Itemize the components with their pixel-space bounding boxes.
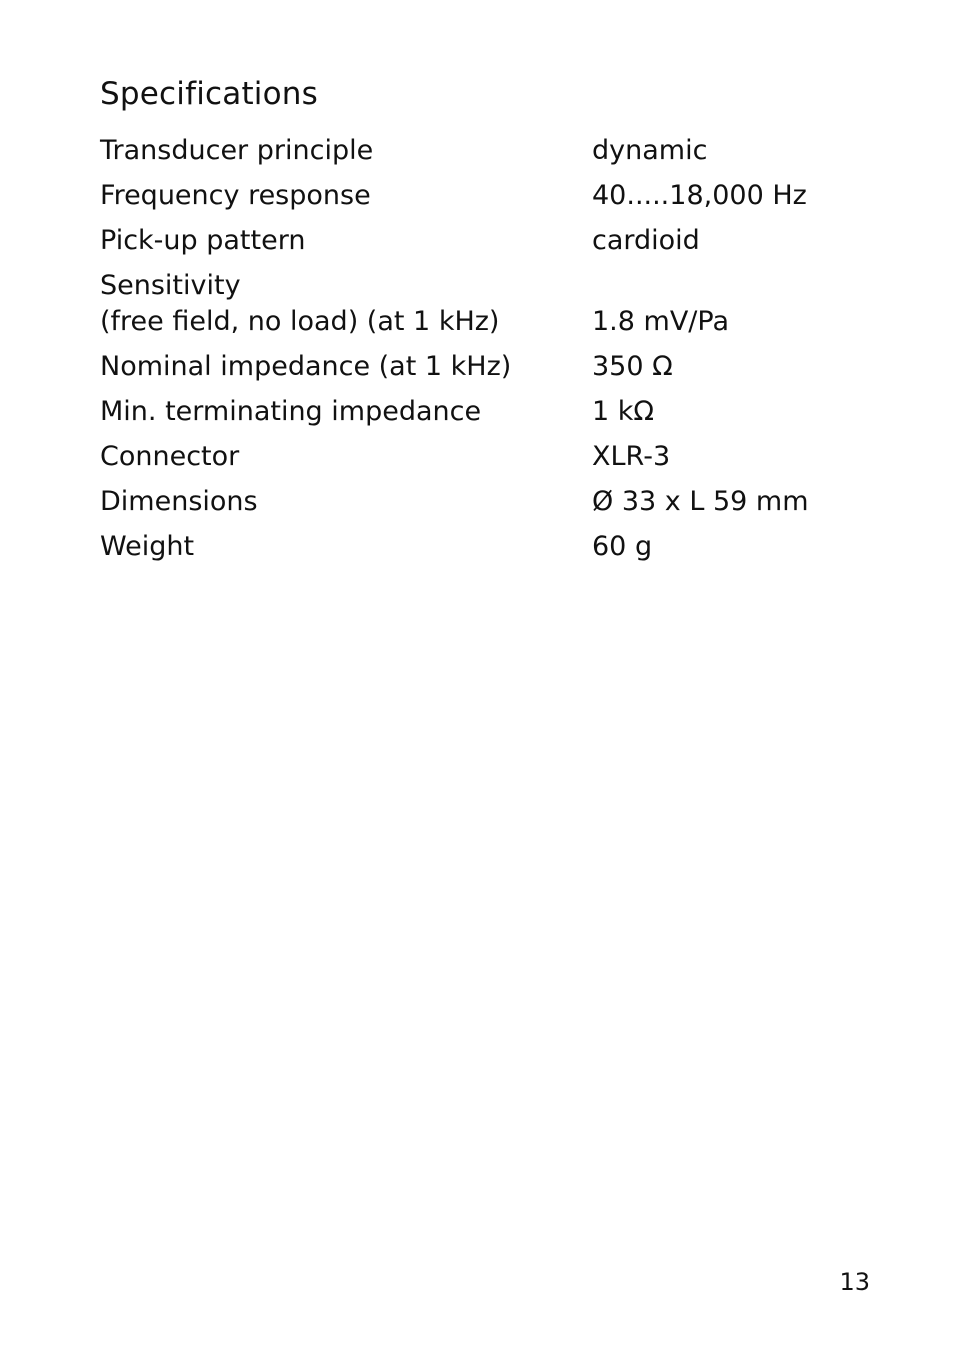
spec-row-transducer-principle bbox=[100, 133, 880, 169]
spec-label: Frequency response bbox=[100, 180, 371, 211]
spec-value: cardioid bbox=[592, 225, 700, 256]
page-title: Specifications bbox=[100, 76, 318, 112]
spec-value: XLR-3 bbox=[592, 441, 671, 472]
spec-label: Weight bbox=[100, 531, 195, 562]
spec-row-connector bbox=[100, 439, 880, 475]
spec-row-pick-up-pattern bbox=[100, 223, 880, 259]
spec-value: 1 kΩ bbox=[592, 396, 655, 427]
spec-row-nominal-impedance bbox=[100, 349, 880, 385]
spec-label: Sensitivity (free field, no load) (at 1 kHz) bbox=[100, 270, 500, 337]
spec-label: Dimensions bbox=[100, 486, 258, 517]
spec-label: Connector bbox=[100, 441, 240, 472]
page-number: 13 bbox=[839, 1268, 870, 1296]
spec-label: Transducer principle bbox=[100, 135, 374, 166]
spec-row-dimensions bbox=[100, 484, 880, 520]
spec-value: 1.8 mV/Pa bbox=[592, 306, 730, 337]
spec-value: dynamic bbox=[592, 135, 708, 166]
spec-row-sensitivity bbox=[100, 268, 880, 340]
spec-value: Ø 33 x L 59 mm bbox=[592, 486, 809, 517]
spec-label: Min. terminating impedance bbox=[100, 396, 482, 427]
spec-row-weight bbox=[100, 529, 880, 565]
spec-value: 60 g bbox=[592, 531, 653, 562]
spec-label: Nominal impedance (at 1 kHz) bbox=[100, 351, 512, 382]
spec-label: Pick-up pattern bbox=[100, 225, 306, 256]
spec-row-frequency-response bbox=[100, 178, 880, 214]
spec-value: 40.....18,000 Hz bbox=[592, 180, 807, 211]
spec-table bbox=[100, 133, 880, 574]
spec-value: 350 Ω bbox=[592, 351, 673, 382]
spec-row-min-terminating-impedance bbox=[100, 394, 880, 430]
